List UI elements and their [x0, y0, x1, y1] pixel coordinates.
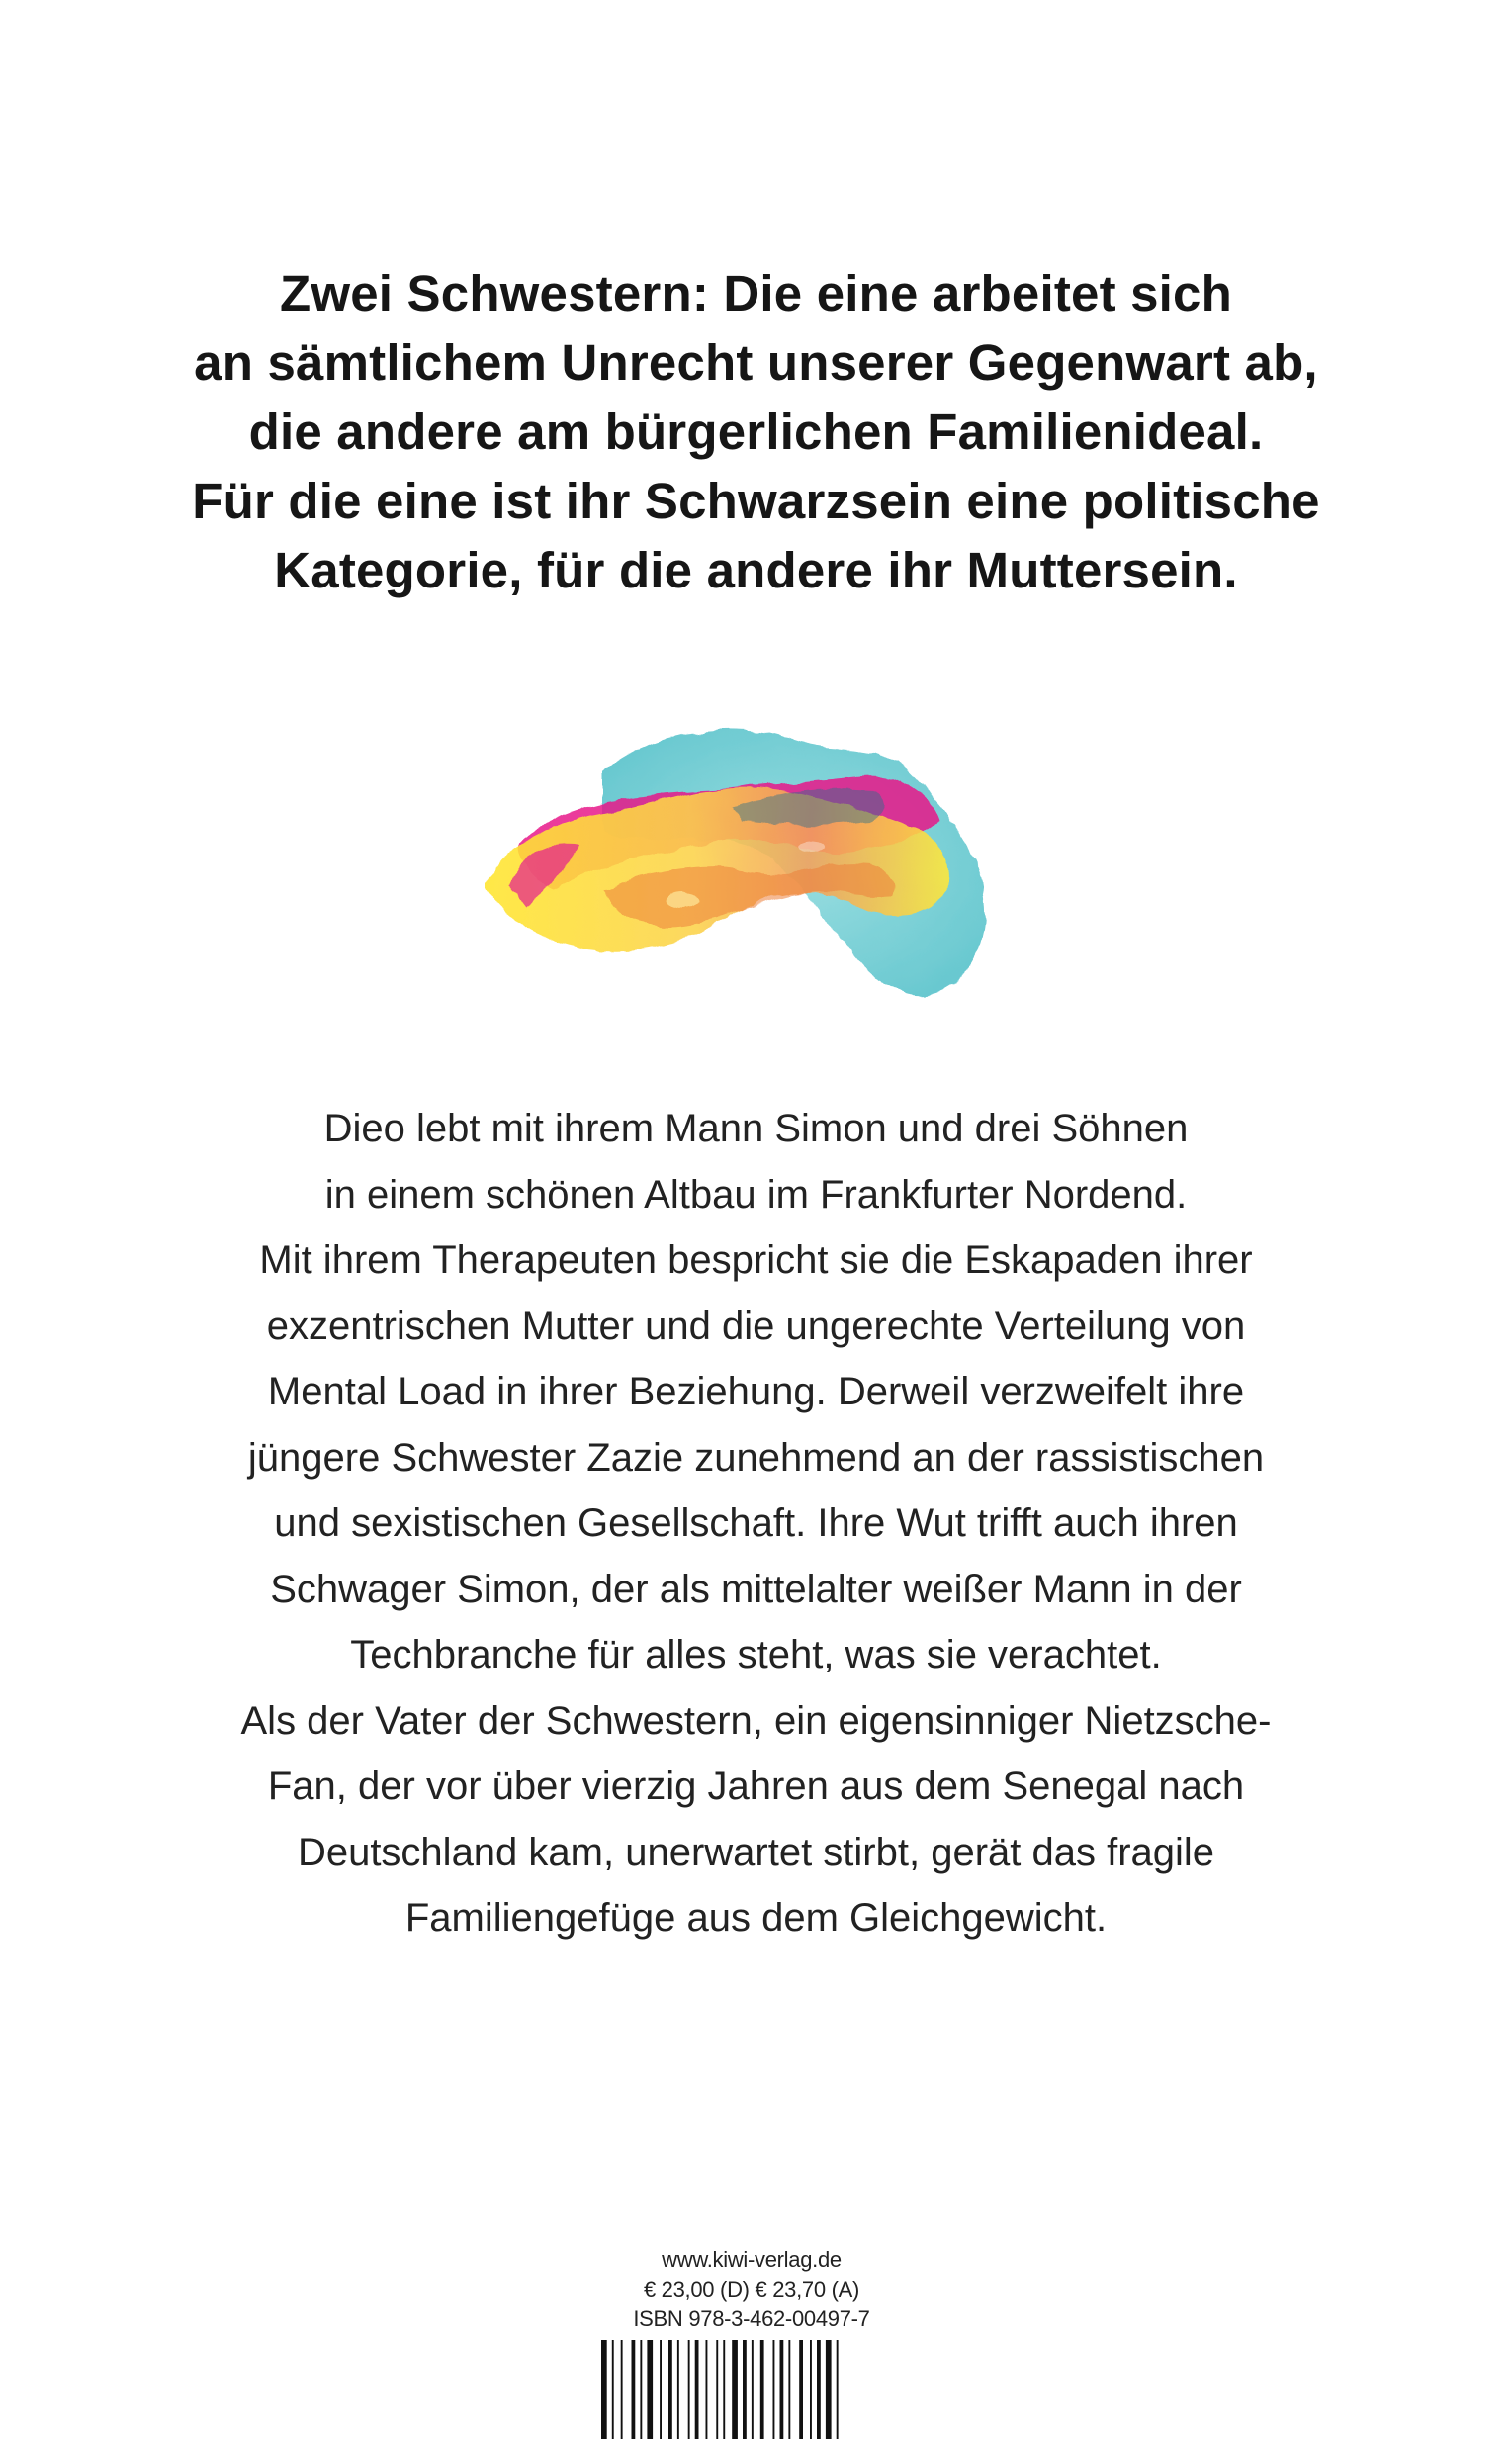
blurb-line: Fan, der vor über vierzig Jahren aus dem Senegal nach — [267, 1764, 1245, 1808]
barcode-bar — [817, 2340, 821, 2439]
barcode-bar — [688, 2340, 690, 2439]
headline-line: an sämtlichem Unrecht unserer Gegenwart ab, — [194, 334, 1318, 391]
barcode-bar — [612, 2340, 614, 2439]
barcode-bar — [788, 2340, 790, 2439]
isbn-barcode — [597, 2340, 914, 2439]
barcode-bar — [677, 2340, 679, 2439]
barcode-bar — [632, 2340, 636, 2439]
publisher-website: www.kiwi-verlag.de — [662, 2247, 842, 2272]
barcode-bar — [780, 2340, 784, 2439]
blurb-line: Deutschland kam, unerwartet stirbt, gerät das fragile — [297, 1830, 1215, 1874]
barcode-bar — [732, 2340, 738, 2439]
blurb-line: Schwager Simon, der als mittelalter weißer Mann in der — [270, 1567, 1242, 1611]
blurb-line: jüngere Schwester Zazie zunehmend an der rassistischen — [247, 1435, 1265, 1480]
blurb-line: Mental Load in ihrer Beziehung. Derweil verzweifelt ihre — [267, 1370, 1245, 1413]
barcode-bar — [647, 2340, 653, 2439]
blurb-line: Familiengefüge aus dem Gleichgewicht. — [404, 1896, 1108, 1940]
blurb-line: und sexistischen Gesellschaft. Ihre Wut trifft auch ihren — [274, 1501, 1238, 1545]
headline-line: die andere am bürgerlichen Familienideal. — [248, 404, 1264, 460]
barcode-bar — [826, 2340, 832, 2439]
blurb-line: Dieo lebt mit ihrem Mann Simon und drei Söhnen — [323, 1107, 1189, 1150]
barcode-bar — [706, 2340, 708, 2439]
barcode-bar — [837, 2340, 839, 2439]
barcode-bar — [760, 2340, 764, 2439]
barcode-bar — [621, 2340, 623, 2439]
barcode-bar — [810, 2340, 812, 2439]
isbn-label: ISBN 978-3-462-00497-7 — [633, 2306, 870, 2331]
barcode-bar — [640, 2340, 642, 2439]
blurb-line: Als der Vater der Schwestern, ein eigensinniger Nietzsche- — [240, 1698, 1272, 1743]
headline-line: Zwei Schwestern: Die eine arbeitet sich — [280, 265, 1232, 321]
barcode-bar — [668, 2340, 672, 2439]
blurb-text — [0, 1096, 1512, 1951]
blurb-line: in einem schönen Altbau im Frankfurter Nordend. — [324, 1172, 1188, 1217]
barcode-bar — [601, 2340, 607, 2439]
headline-line: Für die eine ist ihr Schwarzsein eine politische — [192, 473, 1320, 529]
blurb-line: Mit ihrem Therapeuten bespricht sie die Eskapaden ihrer — [259, 1238, 1253, 1282]
headline — [0, 259, 1512, 605]
barcode-bar — [752, 2340, 754, 2439]
publisher-info — [593, 2245, 910, 2334]
barcode-bar — [716, 2340, 718, 2439]
barcode-bar — [660, 2340, 662, 2439]
barcode-bar — [773, 2340, 775, 2439]
blurb-line: exzentrischen Mutter und die ungerechte Verteilung von — [266, 1304, 1246, 1348]
barcode-bar — [723, 2340, 725, 2439]
headline-line: Kategorie, für die andere ihr Muttersein. — [274, 542, 1238, 598]
blurb-line: Techbranche für alles steht, was sie verachtet. — [350, 1633, 1162, 1676]
price-label: € 23,00 (D) € 23,70 (A) — [643, 2277, 860, 2302]
watercolor-ribbon-illustration — [485, 712, 999, 1009]
barcode-bar — [799, 2340, 803, 2439]
barcode-bar — [695, 2340, 699, 2439]
barcode-bar — [743, 2340, 747, 2439]
